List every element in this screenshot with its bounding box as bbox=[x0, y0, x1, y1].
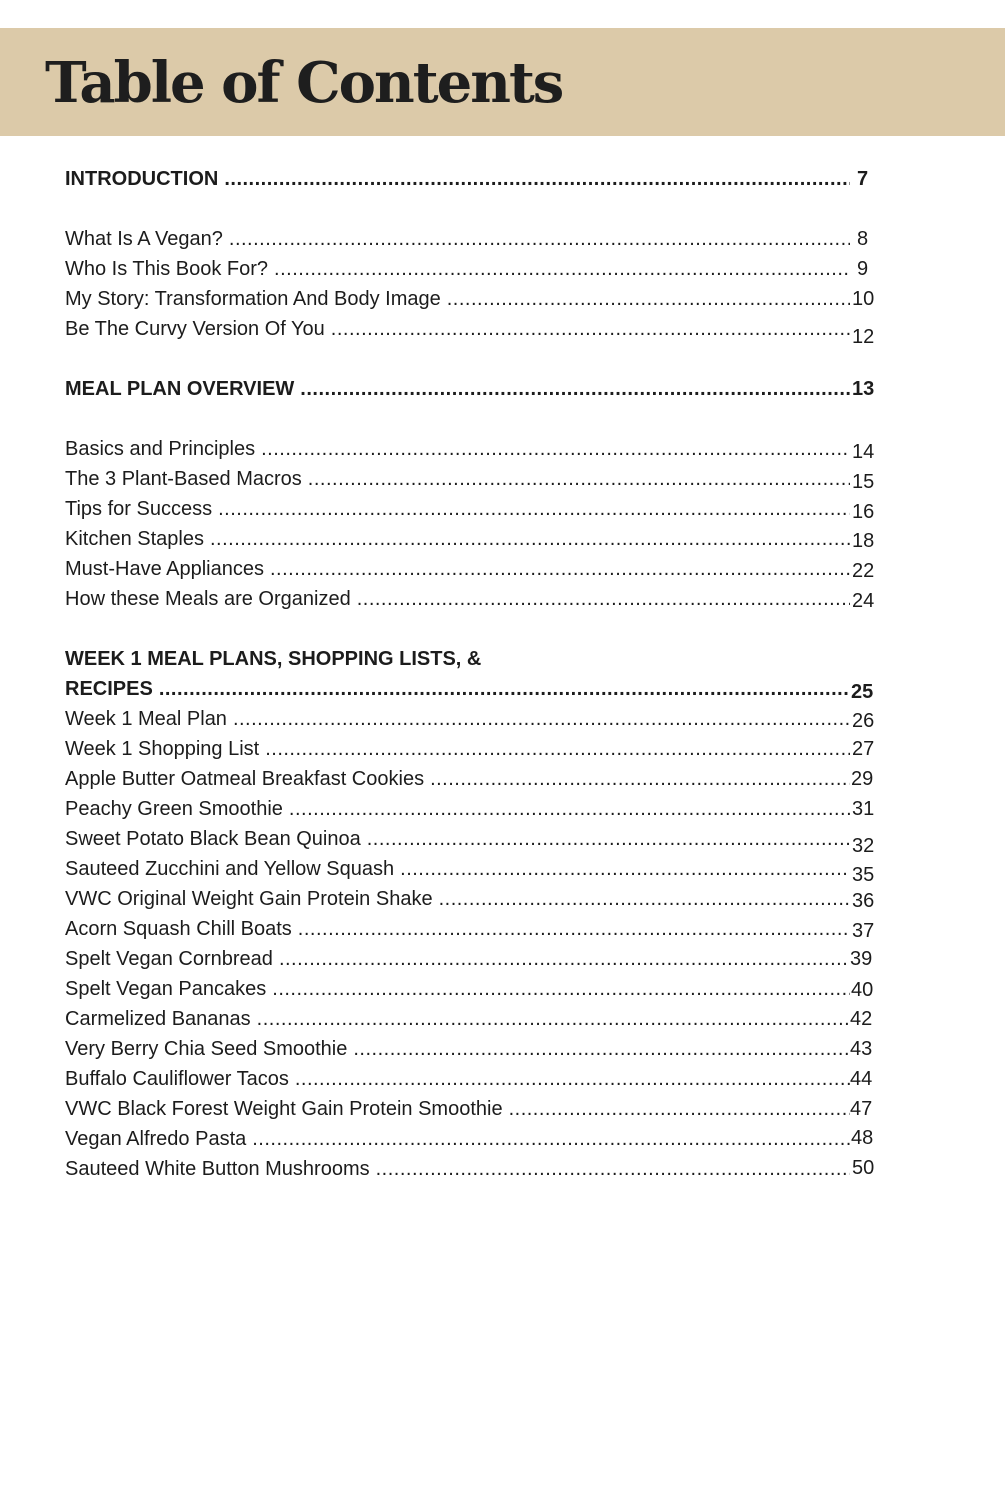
dot-leader bbox=[159, 676, 850, 702]
toc-entry[interactable] bbox=[65, 316, 850, 342]
dot-leader bbox=[272, 976, 850, 1002]
toc-entry[interactable] bbox=[65, 1126, 850, 1152]
toc-page-number: 8 bbox=[857, 228, 869, 250]
toc-page-number: 32 bbox=[852, 835, 875, 857]
dot-leader bbox=[400, 856, 850, 882]
toc-entry-title: Very Berry Chia Seed Smoothie bbox=[65, 1038, 348, 1060]
dot-leader bbox=[300, 376, 850, 402]
toc-entry-title: Basics and Principles bbox=[65, 438, 256, 460]
toc-entry-title: RECIPES bbox=[65, 678, 153, 700]
toc-entry-title: Carmelized Bananas bbox=[65, 1008, 251, 1030]
toc-entry-title: INTRODUCTION bbox=[65, 168, 219, 190]
dot-leader bbox=[218, 496, 850, 522]
dot-leader bbox=[274, 256, 850, 282]
toc-page-number: 12 bbox=[852, 326, 875, 348]
toc-entry[interactable] bbox=[65, 466, 850, 492]
toc-entry-title: Sauteed Zucchini and Yellow Squash bbox=[65, 858, 395, 880]
toc-entry-title: Spelt Vegan Pancakes bbox=[65, 978, 267, 1000]
toc-entry[interactable] bbox=[65, 1156, 850, 1182]
dot-leader bbox=[279, 946, 850, 972]
dot-leader bbox=[353, 1036, 850, 1062]
page-title: Table of Contents bbox=[45, 50, 563, 116]
toc-entry[interactable] bbox=[65, 256, 850, 282]
dot-leader bbox=[509, 1096, 850, 1122]
toc-page-number: 47 bbox=[850, 1098, 873, 1120]
toc-section-week1-line1[interactable]: WEEK 1 MEAL PLANS, SHOPPING LISTS, & bbox=[65, 648, 482, 670]
toc-page-number: 29 bbox=[851, 768, 874, 790]
toc-entry-title: Who Is This Book For? bbox=[65, 258, 269, 280]
toc-page-number: 36 bbox=[852, 890, 875, 912]
dot-leader bbox=[252, 1126, 850, 1152]
toc-entry[interactable] bbox=[65, 946, 850, 972]
dot-leader bbox=[447, 286, 850, 312]
toc-page-number: 35 bbox=[852, 864, 875, 886]
toc-entry[interactable] bbox=[65, 1036, 850, 1062]
toc-entry[interactable] bbox=[65, 856, 850, 882]
dot-leader bbox=[331, 316, 850, 342]
toc-entry[interactable] bbox=[65, 886, 850, 912]
toc-entry-title: Spelt Vegan Cornbread bbox=[65, 948, 273, 970]
toc-page-number: 13 bbox=[852, 378, 875, 400]
toc-section-meal-plan-overview[interactable] bbox=[65, 376, 850, 402]
toc-entry-title: Vegan Alfredo Pasta bbox=[65, 1128, 247, 1150]
toc-entry[interactable] bbox=[65, 736, 850, 762]
toc-entry-title: Week 1 Shopping List bbox=[65, 738, 260, 760]
toc-section-week1[interactable] bbox=[65, 676, 850, 702]
toc-entry-title: How these Meals are Organized bbox=[65, 588, 351, 610]
toc-entry-title: Tips for Success bbox=[65, 498, 213, 520]
toc-entry[interactable] bbox=[65, 766, 850, 792]
toc-page-number: 25 bbox=[851, 681, 874, 703]
toc-entry-title: Sweet Potato Black Bean Quinoa bbox=[65, 828, 361, 850]
toc-entry-title: What Is A Vegan? bbox=[65, 228, 223, 250]
dot-leader bbox=[308, 466, 850, 492]
toc-entry[interactable] bbox=[65, 826, 850, 852]
toc-entry[interactable] bbox=[65, 286, 850, 312]
toc-page-number: 27 bbox=[852, 738, 875, 760]
dot-leader bbox=[376, 1156, 850, 1182]
dot-leader bbox=[367, 826, 850, 852]
toc-entry[interactable] bbox=[65, 796, 850, 822]
dot-leader bbox=[224, 166, 850, 192]
toc-page-number: 40 bbox=[851, 979, 874, 1001]
toc-entry[interactable] bbox=[65, 1096, 850, 1122]
toc-entry-title: Peachy Green Smoothie bbox=[65, 798, 283, 820]
toc-entry-title: Week 1 Meal Plan bbox=[65, 708, 227, 730]
dot-leader bbox=[439, 886, 850, 912]
toc-page-number: 10 bbox=[852, 288, 875, 310]
toc-entry-title: The 3 Plant-Based Macros bbox=[65, 468, 302, 490]
dot-leader bbox=[295, 1066, 850, 1092]
toc-entry-title: Kitchen Staples bbox=[65, 528, 204, 550]
toc-page-number: 26 bbox=[852, 710, 875, 732]
dot-leader bbox=[270, 556, 850, 582]
toc-entry-title: Apple Butter Oatmeal Breakfast Cookies bbox=[65, 768, 425, 790]
toc-entry-title: Acorn Squash Chill Boats bbox=[65, 918, 292, 940]
dot-leader bbox=[257, 1006, 850, 1032]
toc-page-number: 48 bbox=[851, 1127, 874, 1149]
toc-page-number: 50 bbox=[852, 1157, 875, 1179]
dot-leader bbox=[229, 226, 850, 252]
toc-page-number: 44 bbox=[850, 1068, 873, 1090]
toc-page-number: 37 bbox=[852, 920, 875, 942]
dot-leader bbox=[210, 526, 850, 552]
toc-page-number: 16 bbox=[852, 501, 875, 523]
toc-entry-title: Buffalo Cauliflower Tacos bbox=[65, 1068, 289, 1090]
toc-page-number: 39 bbox=[850, 948, 873, 970]
toc-section-introduction[interactable] bbox=[65, 166, 850, 192]
toc-entry[interactable] bbox=[65, 1066, 850, 1092]
toc-page-number: 42 bbox=[850, 1008, 873, 1030]
dot-leader bbox=[298, 916, 850, 942]
dot-leader bbox=[261, 436, 850, 462]
toc-entry[interactable] bbox=[65, 556, 850, 582]
toc-page-number: 7 bbox=[857, 168, 869, 190]
toc-entry-title: Be The Curvy Version Of You bbox=[65, 318, 325, 340]
toc-page-number: 18 bbox=[852, 530, 875, 552]
toc-entry[interactable] bbox=[65, 526, 850, 552]
toc-entry[interactable] bbox=[65, 586, 850, 612]
toc-page-number: 31 bbox=[852, 798, 875, 820]
toc-page-number: 43 bbox=[850, 1038, 873, 1060]
toc-entry-title: VWC Original Weight Gain Protein Shake bbox=[65, 888, 433, 910]
toc-page-number: 9 bbox=[857, 258, 869, 280]
toc-entry-title: VWC Black Forest Weight Gain Protein Smoothie bbox=[65, 1098, 503, 1120]
toc-entry[interactable] bbox=[65, 496, 850, 522]
toc-page-number: 15 bbox=[852, 471, 875, 493]
dot-leader bbox=[233, 706, 850, 732]
dot-leader bbox=[357, 586, 850, 612]
toc-entry-title: My Story: Transformation And Body Image bbox=[65, 288, 441, 310]
dot-leader bbox=[265, 736, 850, 762]
toc-entry-title: Must-Have Appliances bbox=[65, 558, 264, 580]
toc-entry[interactable] bbox=[65, 706, 850, 732]
toc-entry[interactable] bbox=[65, 916, 850, 942]
toc-page-number: 24 bbox=[852, 590, 875, 612]
toc-page-number: 14 bbox=[852, 441, 875, 463]
toc-entry[interactable] bbox=[65, 1006, 850, 1032]
toc-entry-title: MEAL PLAN OVERVIEW bbox=[65, 378, 295, 400]
toc-entry-title: Sauteed White Button Mushrooms bbox=[65, 1158, 370, 1180]
dot-leader bbox=[430, 766, 850, 792]
toc-entry[interactable] bbox=[65, 976, 850, 1002]
dot-leader bbox=[289, 796, 850, 822]
toc-page-number: 22 bbox=[852, 560, 875, 582]
toc-entry[interactable] bbox=[65, 226, 850, 252]
toc-entry[interactable] bbox=[65, 436, 850, 462]
